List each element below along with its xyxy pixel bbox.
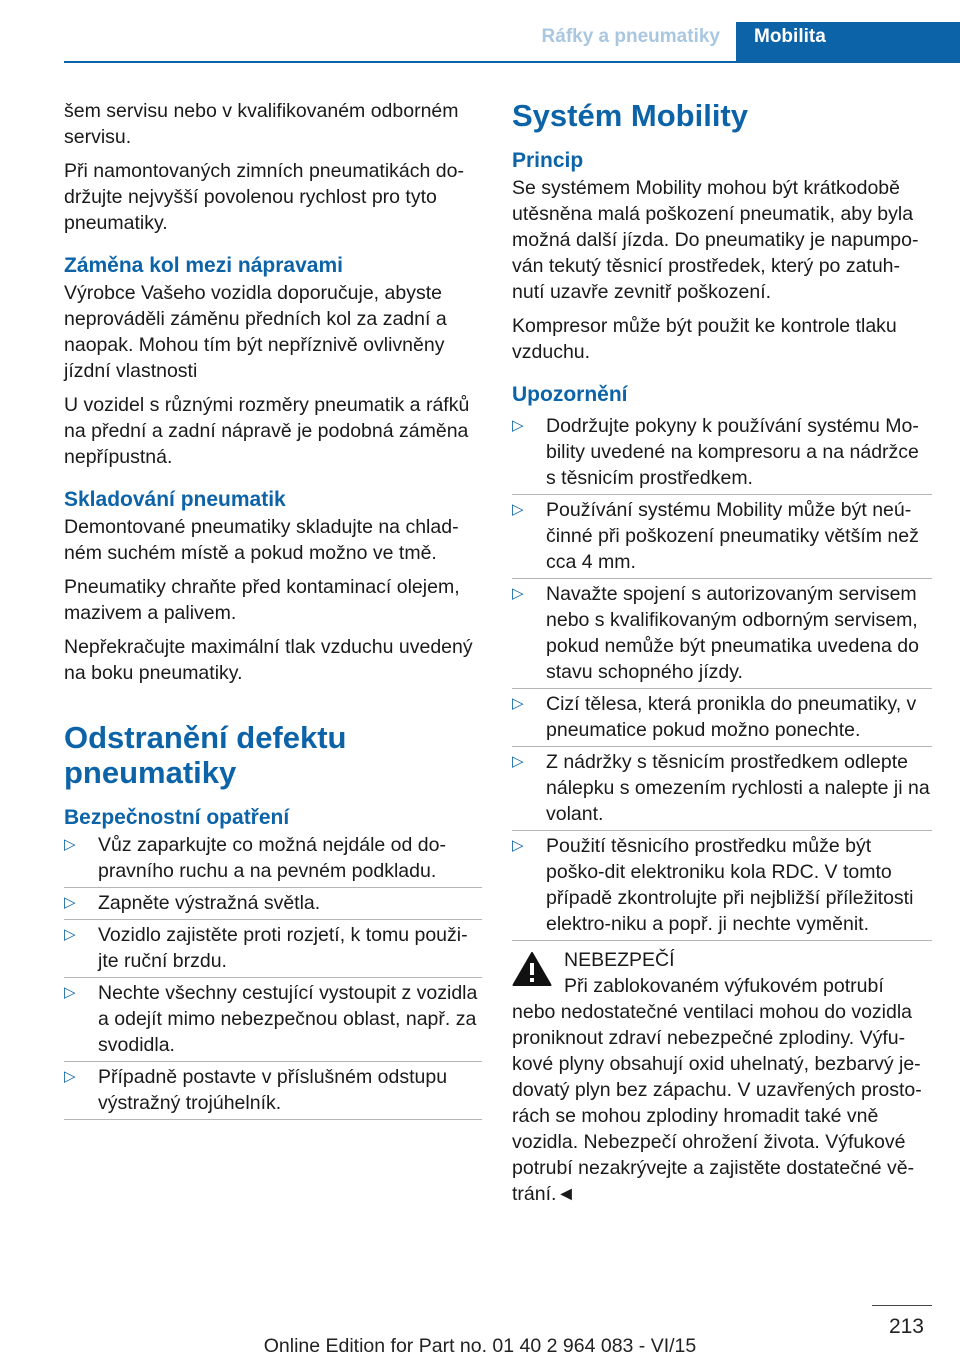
list-item: ▷ Vozidlo zajistěte proti rozjetí, k tomu použi-jte ruční brzdu. xyxy=(64,922,482,974)
warning-title: NEBEZPEČÍ xyxy=(564,949,675,971)
triangle-bullet-icon: ▷ xyxy=(512,585,524,602)
header-active-tab: Mobilita xyxy=(736,22,960,62)
triangle-bullet-icon: ▷ xyxy=(512,753,524,770)
paragraph: U vozidel s různými rozměry pneumatik a ráfků na přední a zadní nápravě je podobná záměna nepřípustná. xyxy=(64,394,470,468)
paragraph: Výrobce Vašeho vozidla doporučuje, abyste neprováděli záměnu předních kol za zadní a naopak. Mohou tím být nepříznivě ovlivněny jízdní vlastnosti xyxy=(64,282,447,382)
header-rule xyxy=(64,61,960,63)
page-number-rule xyxy=(872,1305,932,1306)
header-section-tab: Ráfky a pneumatiky xyxy=(541,26,720,47)
triangle-bullet-icon: ▷ xyxy=(64,836,76,853)
page-footer xyxy=(0,1305,960,1362)
heading-upozorneni: Upozornění xyxy=(512,383,628,406)
section-title-mobility: Systém Mobility xyxy=(512,98,748,133)
triangle-bullet-icon: ▷ xyxy=(64,926,76,943)
edition-note: Online Edition for Part no. 01 40 2 964 083 - VI/15 xyxy=(263,1335,697,1357)
list-item: ▷ Navažte spojení s autorizovaným servisem nebo s kvalifikovaným odborným servisem, pokud nemůže být pneumatika uvedena do stavu schopného jízdy. xyxy=(512,581,932,685)
list-item: ▷ Případně postavte v příslušném odstupu výstražný trojúhelník. xyxy=(64,1064,482,1116)
heading-skladovani: Skladování pneumatik xyxy=(64,488,286,511)
paragraph: Kompresor může být použit ke kontrole tlaku vzduchu. xyxy=(512,315,897,363)
warning-text: nebo nedostatečné ventilaci mohou do vozidla proniknout zdraví nebezpečné zplodiny. Výfu-kové plyny obsahují oxid uhelnatý, bezbarvý je-dovatý plyn bez zápachu. V uzavřených prosto-rách se mohou zplodiny hromadit také vně vozidla. Nebezpečí ohrožení života. Výfukové potrubí nezakrývejte a zajistěte dostatečné vě-trání.◄ xyxy=(512,1001,922,1205)
paragraph: Pneumatiky chraňte před kontaminací olejem, mazivem a palivem. xyxy=(64,576,460,624)
triangle-bullet-icon: ▷ xyxy=(64,894,76,911)
warning-text-first-line: Při zablokovaném výfukovém potrubí xyxy=(564,975,884,997)
list-item: ▷ Použití těsnicího prostředku může být poško-dit elektroniku kola RDC. V tomto případě zkontrolujte při nejbližší příležitosti elektro-niku a popř. ji nechte vyměnit. xyxy=(512,833,932,937)
safety-list xyxy=(64,832,482,1116)
list-item: ▷ Dodržujte pokyny k používání systému Mo-bility uvedené na kompresoru a na nádržce s těsnicím prostředkem. xyxy=(512,413,932,491)
section-title-defekt: Odstranění defektu pneumatiky xyxy=(64,720,347,790)
right-column xyxy=(512,98,932,1207)
danger-warning xyxy=(512,947,932,1207)
heading-zamena: Záměna kol mezi nápravami xyxy=(64,254,343,277)
list-item: ▷ Z nádržky s těsnicím prostředkem odlepte nálepku s omezením rychlosti a nalepte ji na volant. xyxy=(512,749,932,827)
paragraph: Nepřekračujte maximální tlak vzduchu uvedený na boku pneumatiky. xyxy=(64,636,473,684)
triangle-bullet-icon: ▷ xyxy=(64,1068,76,1085)
triangle-bullet-icon: ▷ xyxy=(512,837,524,854)
notice-list xyxy=(512,413,932,937)
list-item: ▷ Používání systému Mobility může být neú-činné při poškození pneumatiky větším než cca 4 mm. xyxy=(512,497,932,575)
paragraph: Se systémem Mobility mohou být krátkodobě utěsněna malá poškození pneumatik, aby byla možná další jízda. Do pneumatiky je napumpo-ván tekutý těsnicí prostředek, který po zatuh-nutí uzavře zevnitř poškození. xyxy=(512,177,919,303)
triangle-bullet-icon: ▷ xyxy=(512,417,524,434)
paragraph: Při namontovaných zimních pneumatikách do-držujte nejvyšší povolenou rychlost pro tyto pneumatiky. xyxy=(64,160,464,234)
heading-princip: Princip xyxy=(512,149,584,172)
list-item: ▷ Nechte všechny cestující vystoupit z vozidla a odejít mimo nebezpečnou oblast, např. za svodidla. xyxy=(64,980,482,1058)
triangle-bullet-icon: ▷ xyxy=(64,984,76,1001)
paragraph: šem servisu nebo v kvalifikovaném odborném servisu. xyxy=(64,100,459,148)
warning-triangle-icon xyxy=(512,951,552,987)
page-number: 213 xyxy=(888,1315,924,1338)
list-item: ▷ Cizí tělesa, která pronikla do pneumatiky, v pneumatice pokud možno ponechte. xyxy=(512,691,932,743)
list-item: ▷ Zapněte výstražná světla. xyxy=(64,890,482,916)
left-column xyxy=(64,98,482,1122)
page-header xyxy=(0,0,960,62)
paragraph: Demontované pneumatiky skladujte na chlad-ném suchém místě a pokud možno ve tmě. xyxy=(64,516,459,564)
heading-bezpecnost: Bezpečnostní opatření xyxy=(64,806,290,829)
triangle-bullet-icon: ▷ xyxy=(512,501,524,518)
triangle-bullet-icon: ▷ xyxy=(512,695,524,712)
list-item: ▷ Vůz zaparkujte co možná nejdále od do-pravního ruchu a na pevném podkladu. xyxy=(64,832,482,884)
